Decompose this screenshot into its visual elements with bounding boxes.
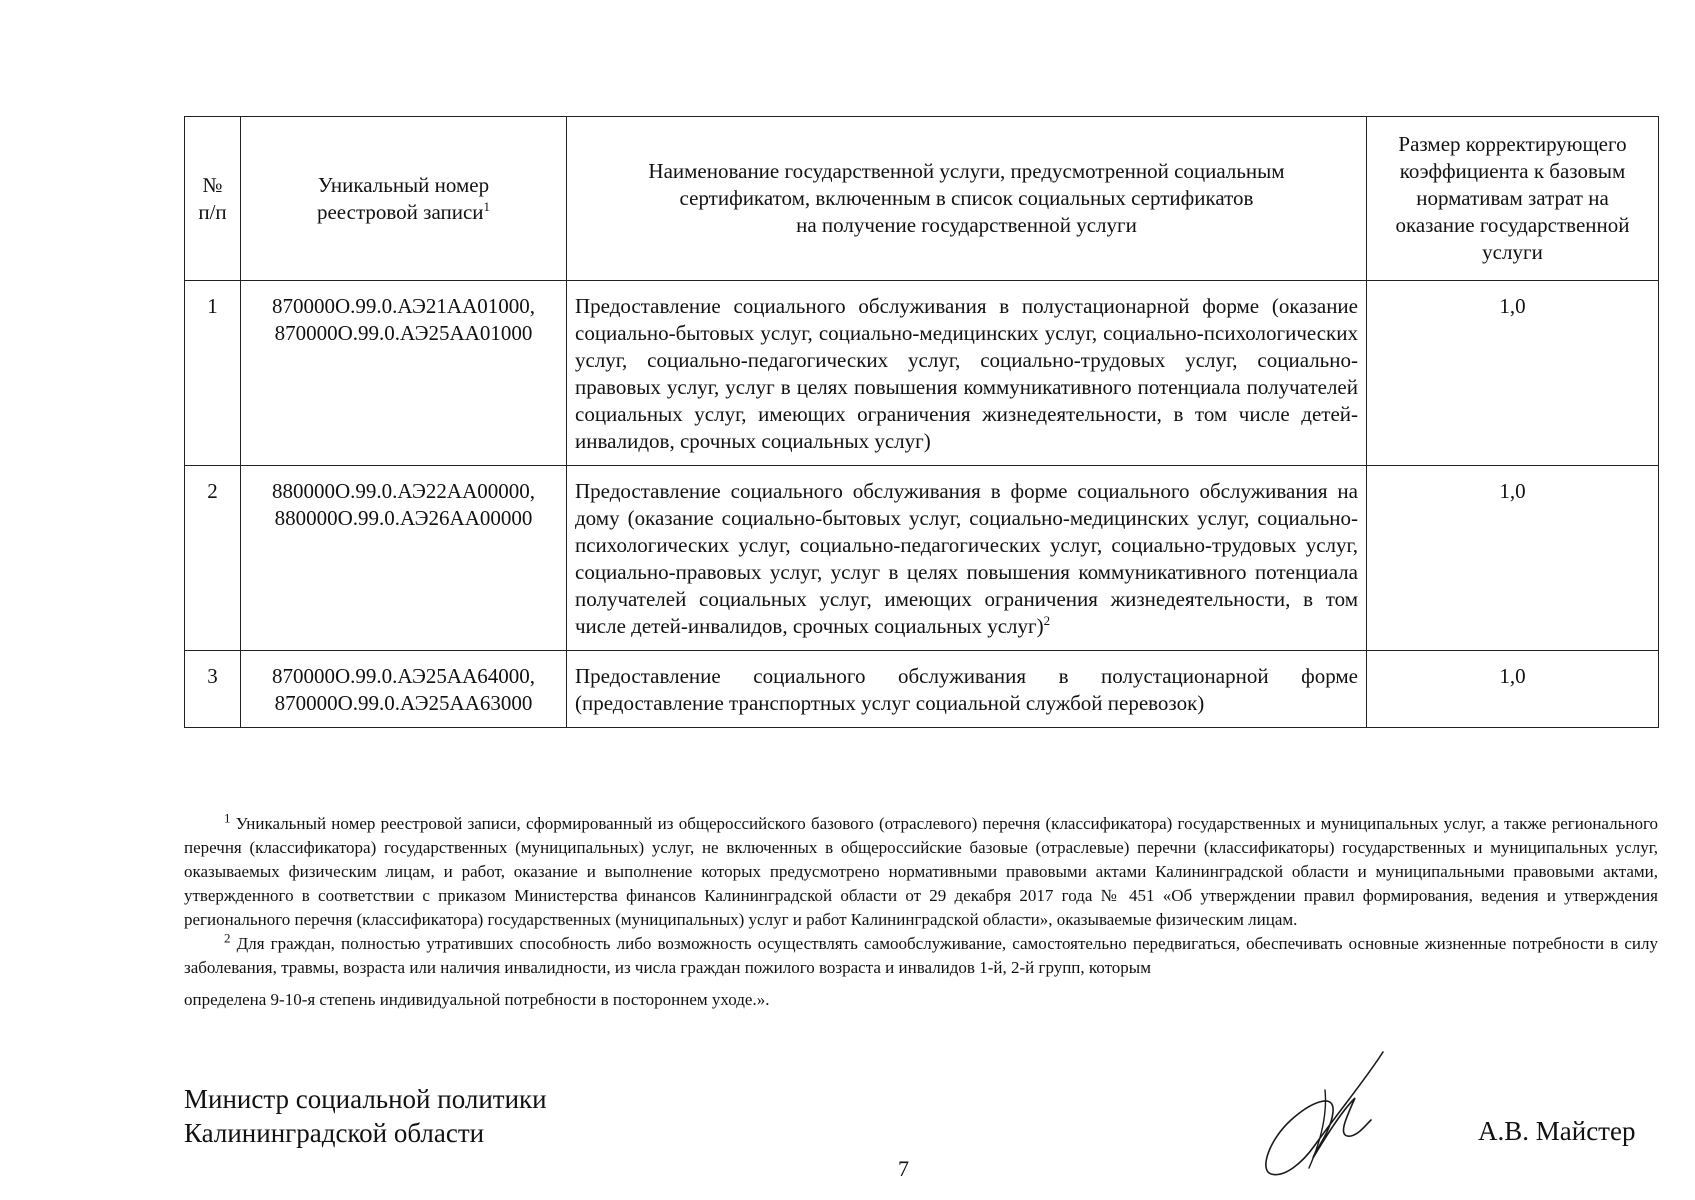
footnote-ref-1: 1 <box>483 198 491 214</box>
footnote-2-end: определена 9-10-я степень индивидуальной потребности в постороннем уходе.». <box>184 990 770 1009</box>
service-description: Предоставление социального обслуживания в полустационарной форме (предоставление транспортных услуг социальной службой перевозок) <box>567 651 1367 728</box>
signer-title: Министр социальной политики Калининградской области <box>184 1084 547 1148</box>
table-header-row <box>185 117 1659 281</box>
row-number: 1 <box>185 281 241 466</box>
registry-codes: 870000О.99.0.АЭ21АА01000, 870000О.99.0.АЭ25АА01000 <box>241 281 567 466</box>
registry-codes: 870000О.99.0.АЭ25АА64000, 870000О.99.0.АЭ25АА63000 <box>241 651 567 728</box>
handwritten-signature <box>1255 1050 1395 1180</box>
footnote-ref-2: 2 <box>1043 613 1051 628</box>
footnote-1: $^1$ Уникальный номер реестровой записи, сформированный из общероссийского базового (отраслевого) перечня (классификатора) государственных и муниципальных услуг, а также регионального перечня (классификатора) государственных (муниципальных) услуг, не включенных в общероссийские базовые (отраслевые) перечни (классификаторы) государственных и муниципальных услуг, оказываемых физическим лицам, и работ, оказание и выполнение которых предусмотрено нормативными правовыми актами Калининградской области и муниципальными правовыми актами, утвержденного в соответствии с приказом Министерства финансов Калининградской области от 29 декабря 2017 года № 451 «Об утверждении правил формирования, ведения и утверждения регионального перечня (классификатора) государственных (муниципальных) услуг и работ Калининградской области», оказываемые физическим лицам. <box>184 810 1659 929</box>
coefficient-value: 1,0 <box>1367 466 1659 651</box>
signer-name: А.В. Майстер <box>1478 1116 1636 1146</box>
page-number: 7 <box>898 1156 909 1181</box>
header-number: № п/п <box>185 117 241 281</box>
row-number: 2 <box>185 466 241 651</box>
table-row <box>185 466 1659 651</box>
coefficient-value: 1,0 <box>1367 651 1659 728</box>
header-service-name: Наименование государственной услуги, предусмотренной социальным сертификатом, включенным в список социальных сертификатов на получение государственной услуги <box>567 117 1367 281</box>
registry-codes: 880000О.99.0.АЭ22АА00000, 880000О.99.0.АЭ26АА00000 <box>241 466 567 651</box>
service-description: Предоставление социального обслуживания в полустационарной форме (оказание социально-бытовых услуг, социально-медицинских услуг, социально-психологических услуг, социально-педагогических услуг, социально-трудовых услуг, социально-правовых услуг, услуг в целях повышения коммуникативного потенциала получателей социальных услуг, имеющих ограничения жизнедеятельности, в том числе детей-инвалидов, срочных социальных услуг) <box>567 281 1367 466</box>
footnotes <box>184 812 1658 1012</box>
footnote-2: $^2$ Для граждан, полностью утративших способность либо возможность осуществлять самообслуживание, самостоятельно передвигаться, обеспечивать основные жизненные потребности в силу заболевания, травмы, возраста или наличия инвалидности, из числа граждан пожилого возраста и инвалидов 1-й, 2-й групп, которым <box>184 930 1658 977</box>
table-row <box>185 281 1659 466</box>
header-coefficient: Размер корректирующего коэффициента к базовым нормативам затрат на оказание государственной услуги <box>1367 117 1659 281</box>
header-registry-code: Уникальный номер реестровой записи$^1$ <box>241 117 567 281</box>
table-row <box>185 651 1659 728</box>
services-table <box>184 116 1659 728</box>
row-number: 3 <box>185 651 241 728</box>
coefficient-value: 1,0 <box>1367 281 1659 466</box>
service-description: Предоставление социального обслуживания в форме социального обслуживания на дому (оказание социально-бытовых услуг, социально-медицинских услуг, социально-психологических услуг, социально-педагогических услуг, социально-трудовых услуг, социально-правовых услуг, услуг в целях повышения коммуникативного потенциала получателей социальных услуг, имеющих ограничения жизнедеятельности, в том числе детей-инвалидов, срочных социальных услуг)$^2$ <box>567 466 1367 651</box>
